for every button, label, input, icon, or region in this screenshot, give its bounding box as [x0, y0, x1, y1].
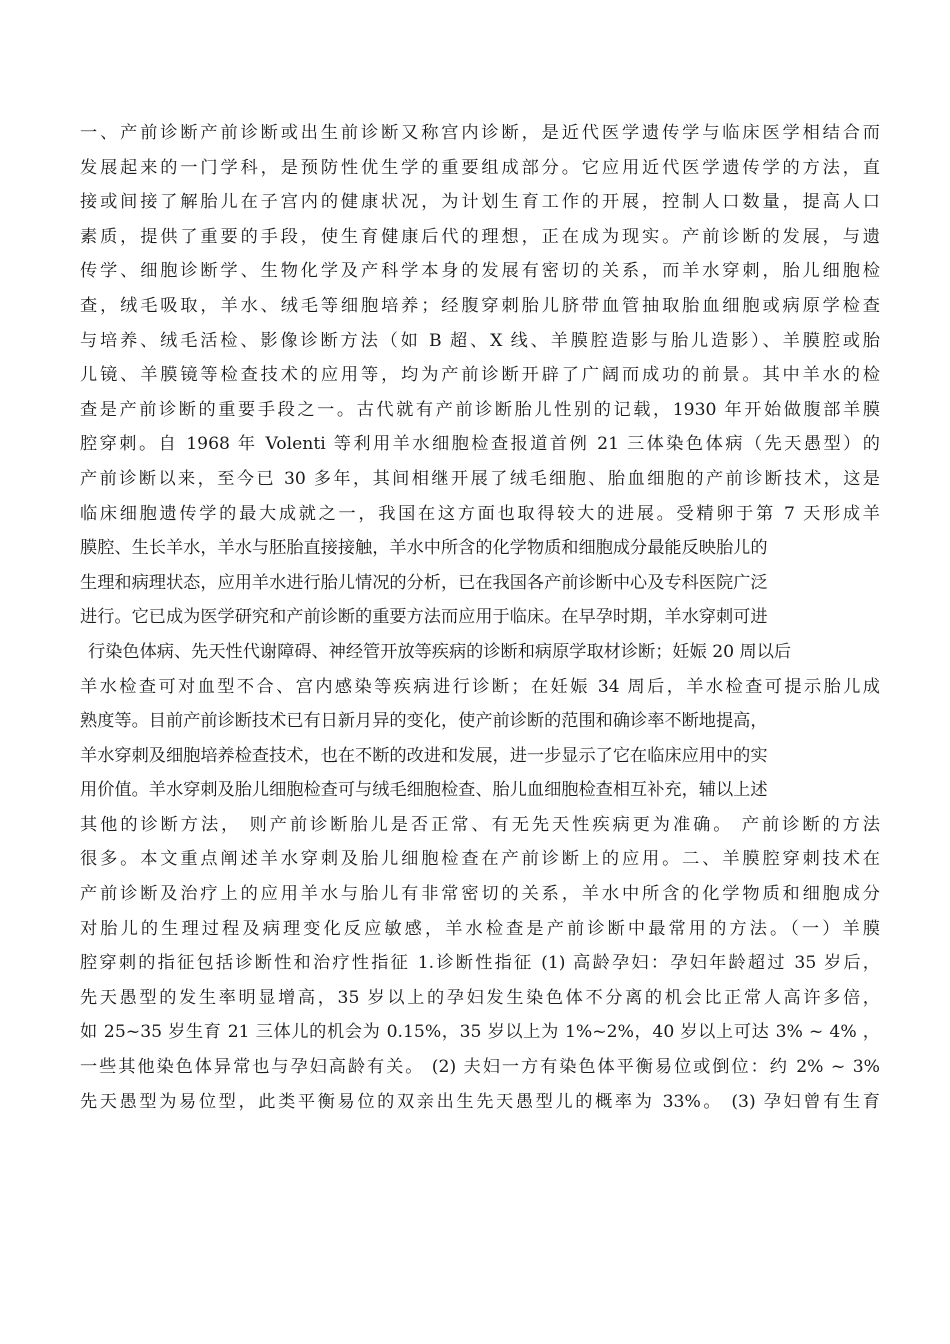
text-line: 先天愚型的发生率明显增高，35 岁以上的孕妇发生染色体不分离的机会比正常人高许多倍， — [80, 987, 880, 1008]
text-line: 临床细胞遗传学的最大成就之一，我国在这方面也取得较大的进展。受精卵于第 7 天形成羊 — [80, 503, 880, 524]
text-line: 羊水穿刺及细胞培养检查技术，也在不断的改进和发展，进一步显示了它在临床应用中的实 — [80, 745, 768, 766]
text-line: 与培养、绒毛活检、影像诊断方法（如 B 超、X 线、羊膜腔造影与胎儿造影）、羊膜腔或胎 — [80, 330, 880, 351]
text-line: 用价值。羊水穿刺及胎儿细胞检查可与绒毛细胞检查、胎儿血细胞检查相互补充，辅以上述 — [80, 780, 768, 801]
text-line: 素质，提供了重要的手段，使生育健康后代的理想，正在成为现实。产前诊断的发展，与遗 — [80, 226, 880, 247]
text-line: 行染色体病、先天性代谢障碍、神经管开放等疾病的诊断和病原学取材诊断；妊娠 20 周以后 — [88, 641, 792, 662]
text-line: 腔穿刺的指征包括诊断性和治疗性指征 1.诊断性指征 (1) 高龄孕妇：孕妇年龄超过 35 岁后， — [80, 953, 880, 974]
text-line: 接或间接了解胎儿在子宫内的健康状况，为计划生育工作的开展，控制人口数量，提高人口 — [80, 192, 880, 213]
text-line: 产前诊断以来，至今已 30 多年，其间相继开展了绒毛细胞、胎血细胞的产前诊断技术，这是 — [80, 468, 880, 489]
text-line: 生理和病理状态，应用羊水进行胎儿情况的分析，已在我国各产前诊断中心及专科医院广泛 — [80, 572, 768, 593]
text-line: 传学、细胞诊断学、生物化学及产科学本身的发展有密切的关系，而羊水穿刺，胎儿细胞检 — [80, 261, 880, 282]
text-line: 熟度等。目前产前诊断技术已有日新月异的变化，使产前诊断的范围和确诊率不断地提高， — [80, 711, 768, 732]
text-line: 其他的诊断方法， 则产前诊断胎儿是否正常、有无先天性疾病更为准确。 产前诊断的方法 — [80, 814, 880, 835]
text-line: 如 25~35 岁生育 21 三体儿的机会为 0.15%，35 岁以上为 1%~2%，40 岁以上可达 3% ~ 4% ， — [80, 1022, 880, 1043]
text-line: 进行。它已成为医学研究和产前诊断的重要方法而应用于临床。在早孕时期，羊水穿刺可进 — [80, 607, 768, 628]
text-line: 一些其他染色体异常也与孕妇高龄有关。 (2) 夫妇一方有染色体平衡易位或倒位：约 2% ~ 3% — [80, 1057, 880, 1078]
text-line: 查，绒毛吸取，羊水、绒毛等细胞培养；经腹穿刺胎儿脐带血管抽取胎血细胞或病原学检查 — [80, 295, 880, 316]
text-line: 查是产前诊断的重要手段之一。古代就有产前诊断胎儿性别的记载，1930 年开始做腹部羊膜 — [80, 399, 880, 420]
text-line: 对胎儿的生理过程及病理变化反应敏感，羊水检查是产前诊断中最常用的方法。（一）羊膜 — [80, 918, 880, 939]
text-line: 产前诊断及治疗上的应用羊水与胎儿有非常密切的关系，羊水中所含的化学物质和细胞成分 — [80, 884, 880, 905]
text-line: 膜腔、生长羊水，羊水与胚胎直接接触，羊水中所含的化学物质和细胞成分最能反映胎儿的 — [80, 538, 768, 559]
text-line: 一、产前诊断产前诊断或出生前诊断又称宫内诊断，是近代医学遗传学与临床医学相结合而 — [80, 123, 880, 143]
text-line: 儿镜、羊膜镜等检查技术的应用等，均为产前诊断开辟了广阔而成功的前景。其中羊水的检 — [80, 365, 880, 386]
text-line: 羊水检查可对血型不合、宫内感染等疾病进行诊断；在妊娠 34 周后，羊水检查可提示胎儿成 — [80, 676, 880, 697]
text-line: 腔穿刺。自 1968 年 Volenti 等利用羊水细胞检查报道首例 21 三体染色体病（先天愚型）的 — [80, 434, 880, 455]
text-line: 先天愚型为易位型，此类平衡易位的双亲出生先天愚型儿的概率为 33%。 (3) 孕妇曾有生育 — [80, 1091, 880, 1112]
text-line: 很多。本文重点阐述羊水穿刺及胎儿细胞检查在产前诊断上的应用。二、羊膜腔穿刺技术在 — [80, 849, 880, 870]
text-line: 发展起来的一门学科，是预防性优生学的重要组成部分。它应用近代医学遗传学的方法，直 — [80, 157, 880, 178]
body-text — [80, 116, 880, 1119]
